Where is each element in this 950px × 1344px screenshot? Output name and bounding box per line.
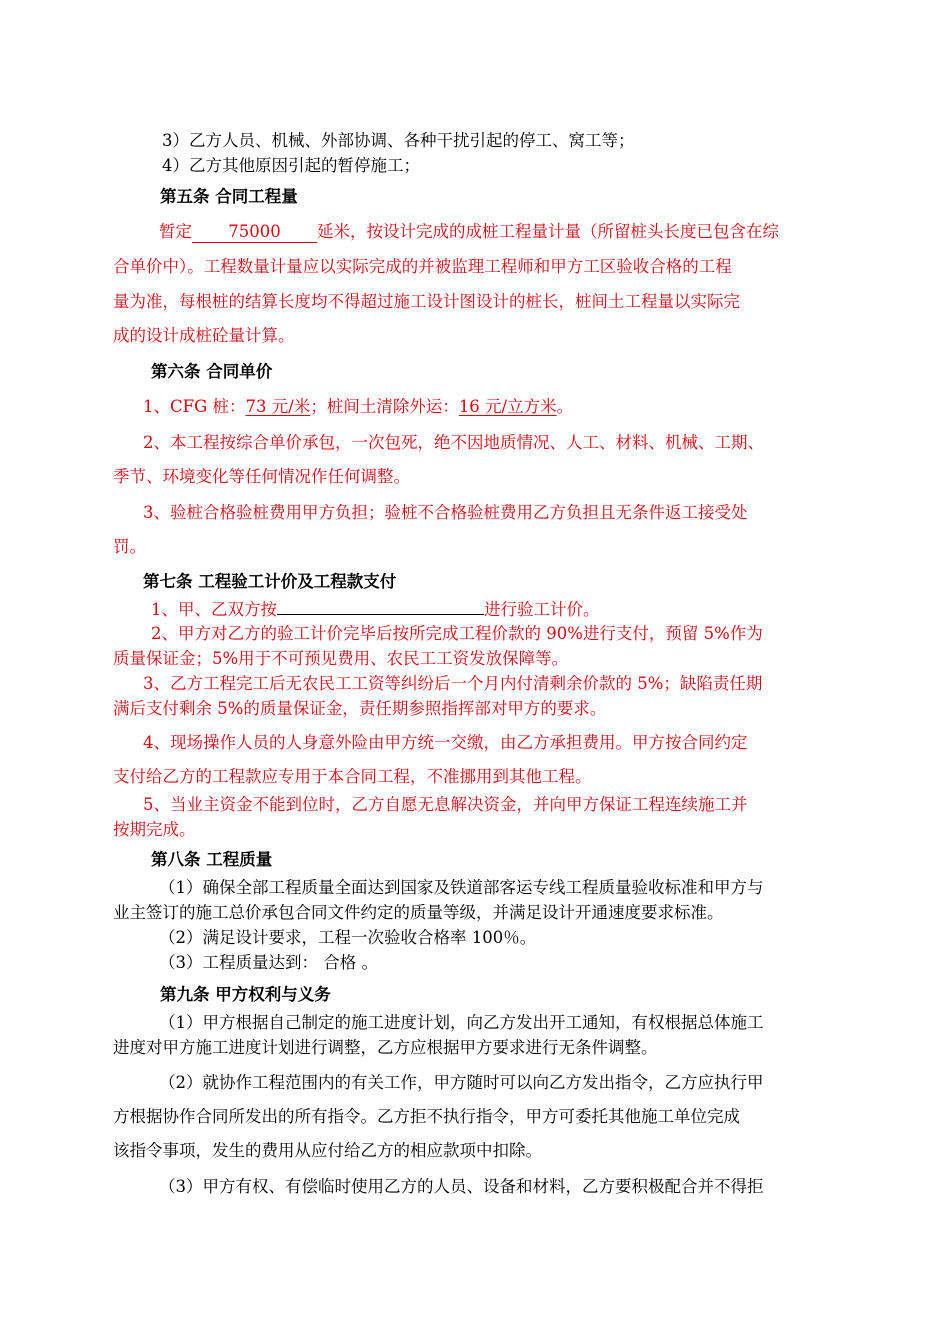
paragraph-line: （2）满足设计要求，工程一次验收合格率 100％。 — [159, 928, 537, 947]
paragraph-line: 支付给乙方的工程款应专用于本合同工程，不准挪用到其他工程。 — [113, 767, 592, 786]
paragraph-line: 2、本工程按综合单价承包，一次包死，绝不因地质情况、人工、材料、机械、工期、 — [143, 433, 764, 452]
paragraph-line: 5、当业主资金不能到位时，乙方自愿无息解决资金，并向甲方保证工程连续施工并 — [143, 795, 748, 814]
paragraph-line: 业主签订的施工总价承包合同文件约定的质量等级，并满足设计开通速度要求标准。 — [113, 903, 724, 922]
text-segment: 1、甲、乙双方按 — [151, 600, 277, 619]
paragraph-line: 该指令事项，发生的费用从应付给乙方的相应款项中扣除。 — [113, 1141, 542, 1160]
paragraph-line: 3）乙方人员、机械、外部协调、各种干扰引起的停工、窝工等； — [162, 131, 635, 150]
text-segment: ；桩间土清除外运： — [310, 397, 459, 416]
paragraph-line: 成的设计成桩砼量计算。 — [113, 326, 295, 345]
paragraph-line: 进度对甲方施工进度计划进行调整，乙方应根据甲方要求进行无条件调整。 — [113, 1038, 658, 1057]
valuation-basis-line — [151, 598, 901, 620]
section-heading-7: 第七条 工程验工计价及工程款支付 — [143, 572, 397, 591]
paragraph-line-amount — [159, 222, 864, 243]
cfg-pile-price: 73 元/米 — [245, 397, 311, 416]
quality-target-line: （3）工程质量达到： 合格 。 — [159, 953, 378, 972]
section-heading-9: 第九条 甲方权利与义务 — [160, 985, 331, 1004]
paragraph-line: 3、验桩合格验桩费用甲方负担；验桩不合格验桩费用乙方负担且无条件返工接受处 — [143, 503, 748, 522]
paragraph-line: 4）乙方其他原因引起的暂停施工； — [162, 156, 420, 175]
unit-price-line — [143, 397, 893, 417]
text-segment: 暂定 — [159, 222, 192, 241]
paragraph-line: 满后支付剩余 5%的质量保证金，责任期参照指挥部对甲方的要求。 — [113, 699, 607, 718]
text-segment: 进行验工计价。 — [484, 600, 600, 619]
text-segment: 延米，按设计完成的成桩工程量计量（所留桩头长度已包含在综 — [317, 222, 779, 241]
paragraph-line: 量为准，每根桩的结算长度均不得超过施工设计图设计的桩长，桩间土工程量以实际完 — [113, 292, 740, 311]
text-segment: 。 — [556, 397, 574, 416]
paragraph-line: 罚。 — [113, 537, 146, 556]
paragraph-line: 方根据协作合同所发出的所有指令。乙方拒不执行指令，甲方可委托其他施工单位完成 — [113, 1107, 740, 1126]
paragraph-line: 2、甲方对乙方的验工计价完毕后按所完成工程价款的 90%进行支付，预留 5%作为 — [151, 624, 763, 643]
paragraph-line: 合单价中）。工程数量计量应以实际完成的并被监理工程师和甲方工区验收合格的工程 — [113, 257, 732, 276]
contract-quantity-value: 75000 — [192, 222, 317, 243]
paragraph-line: （1）确保全部工程质量全面达到国家及铁道部客运专线工程质量验收标准和甲方与 — [159, 878, 764, 897]
section-heading-6: 第六条 合同单价 — [151, 362, 273, 381]
paragraph-line: （2）就协作工程范围内的有关工作，甲方随时可以向乙方发出指令，乙方应执行甲 — [159, 1073, 764, 1092]
paragraph-line: 质量保证金；5%用于不可预见费用、农民工工资发放保障等。 — [113, 649, 569, 668]
text-segment: 1、CFG 桩： — [143, 397, 246, 416]
section-heading-5: 第五条 合同工程量 — [160, 187, 298, 206]
soil-removal-price: 16 元/立方米 — [458, 397, 557, 416]
paragraph-line: （3）甲方有权、有偿临时使用乙方的人员、设备和材料，乙方要积极配合并不得拒 — [159, 1177, 764, 1196]
paragraph-line: 3、乙方工程完工后无农民工工资等纠纷后一个月内付清剩余价款的 5%；缺陷责任期 — [143, 674, 763, 693]
section-heading-8: 第八条 工程质量 — [151, 850, 273, 869]
paragraph-line: 季节、环境变化等任何情况作任何调整。 — [113, 467, 410, 486]
paragraph-line: 4、现场操作人员的人身意外险由甲方统一交缴，由乙方承担费用。甲方按合同约定 — [143, 733, 748, 752]
paragraph-line: （1）甲方根据自己制定的施工进度计划，向乙方发出开工通知，有权根据总体施工 — [159, 1013, 764, 1032]
paragraph-line: 按期完成。 — [113, 820, 196, 839]
valuation-basis-blank — [277, 598, 484, 615]
